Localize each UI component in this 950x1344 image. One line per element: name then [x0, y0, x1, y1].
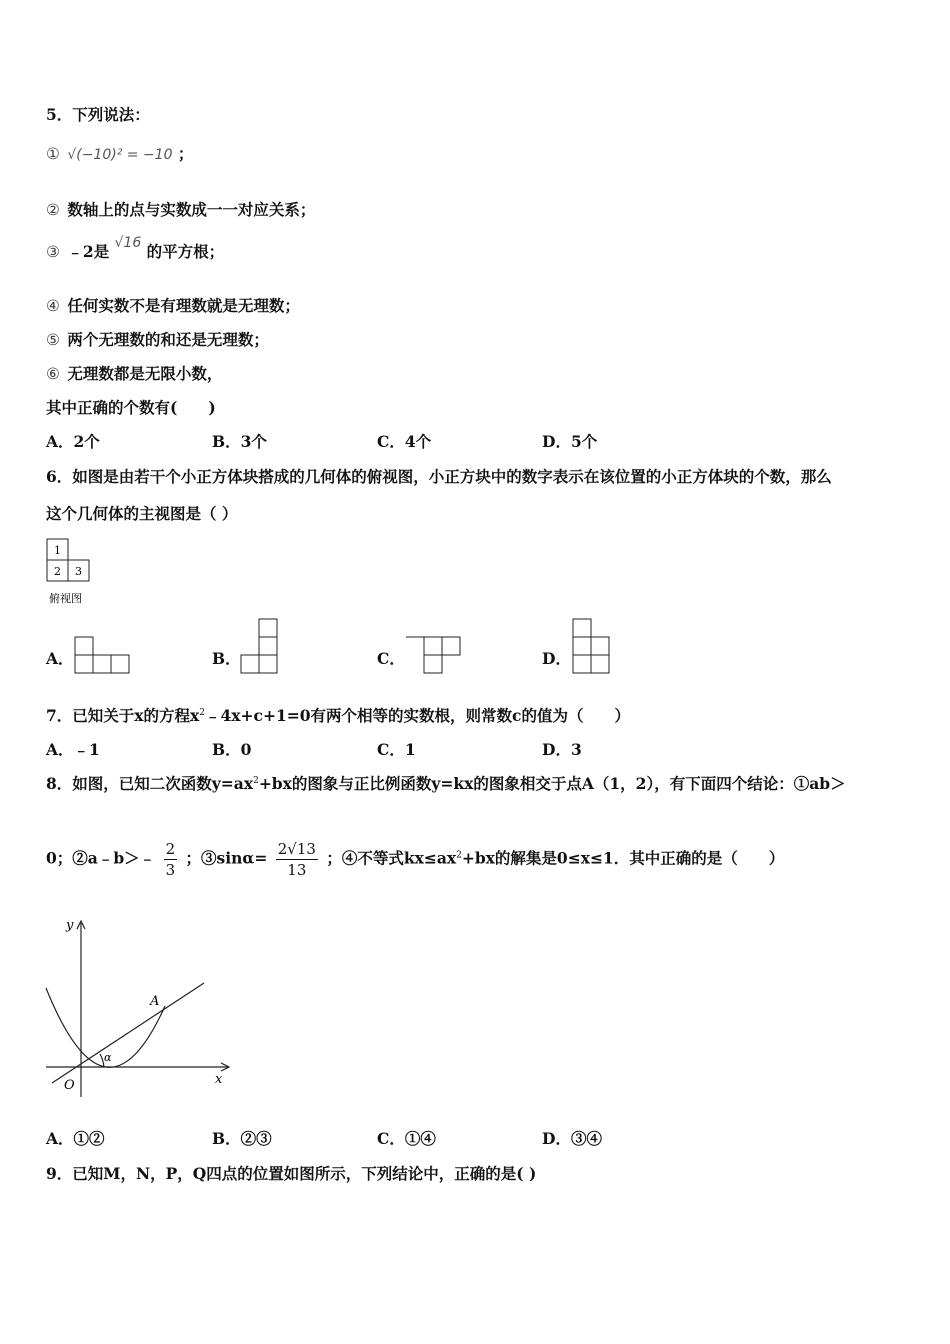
q5-item-3-mark: ③: [46, 243, 60, 261]
q8-graph: [44, 915, 239, 1100]
q8-graph-line-kx: [52, 983, 204, 1083]
q8-line1-sup: 2: [253, 775, 259, 786]
q5-option-b[interactable]: B．3个: [212, 432, 267, 451]
q6-option-d-figure[interactable]: [572, 618, 612, 676]
q8-fraction2-num: 2√13: [277, 840, 316, 858]
q6-title-line1: 6．如图是由若干个小正方体块搭成的几何体的俯视图，小正方块中的数字表示在该位置的小正方体块的个数，那么: [46, 467, 832, 486]
q7-option-c[interactable]: C．1: [377, 740, 416, 759]
q5-item-1-suffix: ；: [177, 144, 194, 163]
q8-line2-b: ；③sinα=: [185, 848, 268, 868]
q5-item-1-mark: ①: [46, 145, 60, 163]
q8-graph-label-y: y: [66, 918, 74, 933]
q5-item-2-text: 数轴上的点与实数成一一对应关系；: [67, 200, 316, 219]
q8-line1: [46, 772, 846, 794]
q6-title-line2: 这个几何体的主视图是（ ）: [46, 504, 238, 523]
q5-item-5-text: 两个无理数的和还是无理数；: [67, 330, 269, 349]
q6-option-c-figure[interactable]: [405, 636, 465, 676]
q5-item-6-text: 无理数都是无限小数，: [67, 364, 223, 383]
q6-option-b-figure[interactable]: [240, 618, 280, 676]
q6-top-view-label-3: 3: [75, 565, 82, 578]
q8-fraction2-den: 13: [287, 861, 307, 879]
q5-item-5-mark: ⑤: [46, 331, 60, 349]
q5-item-3-pre: ﹣2是: [67, 242, 110, 261]
q8-line1-b: +bx的图象与正比例函数y=kx的图象相交于点A（1，2），有下面四个结论：①ab＞: [258, 774, 846, 793]
q6-option-a-figure[interactable]: [74, 636, 134, 676]
q5-title: 5．下列说法：: [46, 105, 150, 124]
q8-fraction1-num: 2: [165, 840, 176, 858]
q8-fraction1-den: 3: [165, 861, 176, 879]
q9-title: 9．已知M，N，P，Q四点的位置如图所示，下列结论中，正确的是( ): [46, 1164, 537, 1183]
q8-line2-a: 0；②a﹣b＞﹣: [46, 848, 156, 868]
q8-fraction-2-3: [164, 839, 178, 880]
q6-top-view-label-2: 2: [54, 565, 61, 578]
q5-item-1-expr: √(−10)² = −10: [67, 147, 173, 163]
q5-item-2-mark: ②: [46, 201, 60, 219]
q7-option-a[interactable]: A．﹣1: [46, 740, 100, 759]
q8-line1-a: 8．如图，已知二次函数y=ax: [46, 774, 254, 793]
q7-title-b: ﹣4x+c+1=0有两个相等的实数根，则常数c的值为（ ）: [205, 706, 630, 725]
q5-item-3: [46, 235, 225, 262]
q5-item-3-expr: √16: [114, 235, 142, 251]
q7-option-d[interactable]: D．3: [542, 740, 582, 759]
q7-option-b[interactable]: B．0: [212, 740, 252, 759]
q5-item-4-text: 任何实数不是有理数就是无理数；: [67, 296, 300, 315]
q8-option-c[interactable]: C．①④: [377, 1129, 436, 1148]
q8-line2-c: ；④不等式kx≤ax: [326, 848, 457, 868]
q5-item-6: [46, 362, 222, 384]
q6-top-view-label-1: 1: [54, 544, 61, 557]
q8-line2: [46, 839, 784, 880]
q8-option-a[interactable]: A．①②: [46, 1129, 105, 1148]
q6-top-view-caption: 俯视图: [49, 592, 82, 605]
q8-line2-d: +bx的解集是0≤x≤1．其中正确的是（ ）: [461, 848, 785, 868]
q8-graph-label-alpha: α: [104, 1051, 112, 1064]
q5-item-3-post: 的平方根；: [146, 242, 225, 261]
q7-title-sup: 2: [199, 707, 206, 718]
q5-item-2: [46, 198, 315, 220]
q5-item-1: [46, 142, 193, 164]
q5-option-d[interactable]: D．5个: [542, 432, 598, 451]
q8-graph-label-origin: O: [64, 1078, 75, 1093]
q5-option-c[interactable]: C．4个: [377, 432, 432, 451]
q8-option-b[interactable]: B．②③: [212, 1129, 272, 1148]
q6-option-a-label[interactable]: A．: [46, 649, 74, 668]
q5-item-4-mark: ④: [46, 297, 60, 315]
q5-option-a[interactable]: A．2个: [46, 432, 100, 451]
q6-option-b-label[interactable]: B．: [212, 649, 241, 668]
q8-line2-sup: 2: [456, 850, 462, 861]
q6-option-d-label[interactable]: D．: [542, 649, 571, 668]
q8-fraction-sin: [276, 839, 318, 880]
q8-graph-label-a: A: [150, 994, 160, 1009]
q5-item-6-mark: ⑥: [46, 365, 60, 383]
q6-top-view: [46, 538, 106, 608]
q6-option-c-label[interactable]: C．: [377, 649, 405, 668]
q5-item-4: [46, 294, 300, 316]
q8-option-d[interactable]: D．③④: [542, 1129, 602, 1148]
q5-item-5: [46, 328, 269, 350]
q8-graph-label-x: x: [215, 1072, 223, 1087]
q5-stem: 其中正确的个数有( ): [46, 398, 216, 417]
q7-title: [46, 704, 630, 726]
q7-title-a: 7．已知关于x的方程x: [46, 706, 200, 725]
